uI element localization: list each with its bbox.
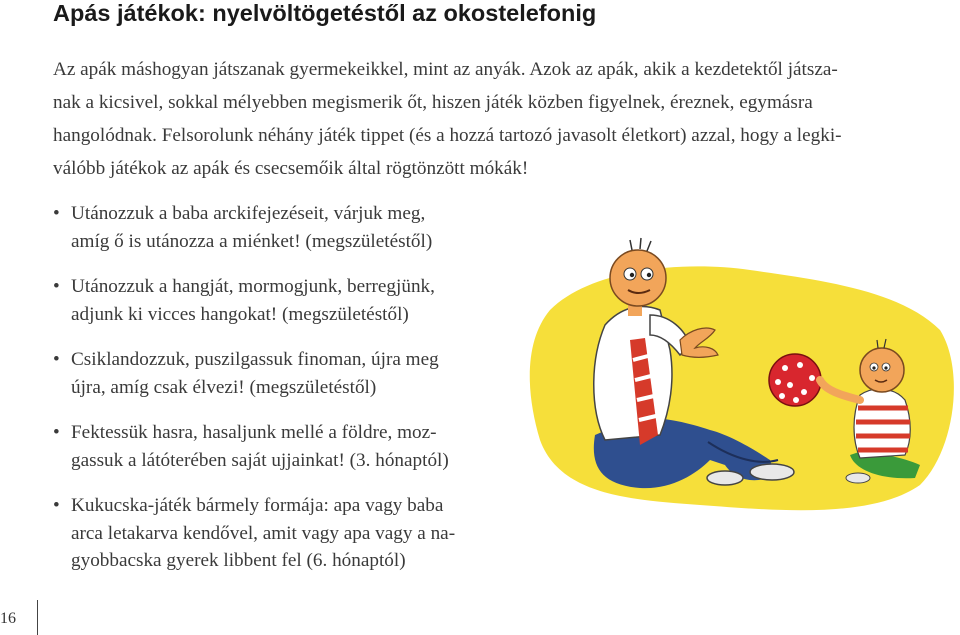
- intro-line: hangolódnak. Felsorolunk néhány játék tippet (és a hozzá tartozó javasolt életkort) azzal, hogy a legki-: [53, 125, 842, 146]
- list-item-line: Fektessük hasra, hasaljunk mellé a földre, moz-: [71, 422, 437, 443]
- page-number: 16: [0, 610, 16, 627]
- red-ball: [769, 354, 821, 406]
- intro-line: nak a kicsivel, sokkal mélyebben megismerik őt, hiszen játék közben figyelnek, éreznek, egymásra: [53, 92, 813, 113]
- list-item-line: Utánozzuk a baba arckifejezéseit, várjuk meg,: [71, 203, 426, 224]
- bullet: •: [53, 276, 60, 297]
- list-item: [53, 346, 513, 401]
- father-head: [610, 250, 666, 306]
- father-baby-ball-illustration: [520, 230, 960, 530]
- bullet: •: [53, 349, 60, 370]
- bullet: •: [53, 422, 60, 443]
- list-item-line: gyobbacska gyerek libbent fel (6. hónaptól): [71, 550, 406, 571]
- intro-paragraph: [53, 53, 956, 185]
- page-number-divider: [37, 600, 38, 635]
- list-item-line: arca letakarva kendővel, amit vagy apa vagy a na-: [71, 522, 456, 544]
- list-item-line: adjunk ki vicces hangokat! (megszületéstől): [71, 303, 409, 325]
- list-item-line: Kukucska-játék bármely formája: apa vagy baba: [71, 495, 444, 516]
- list-item-line: újra, amíg csak élvezi! (megszületéstől): [71, 376, 377, 398]
- intro-line: válóbb játékok az apák és csecsemőik által rögtönzött mókák!: [53, 158, 529, 179]
- bullet: •: [53, 203, 60, 224]
- list-item: [53, 273, 513, 328]
- list-item: [53, 200, 513, 255]
- list-item-line: amíg ő is utánozza a miénket! (megszületéstől): [71, 230, 433, 252]
- page-heading: Apás játékok: nyelvöltögetéstől az okostelefonig: [53, 0, 597, 26]
- list-item-line: gassuk a látóterében saját ujjainkat! (3. hónaptól): [71, 449, 449, 471]
- list-item-line: Csiklandozzuk, puszilgassuk finoman, újra meg: [71, 349, 439, 370]
- list-item: [53, 492, 513, 575]
- list-item: [53, 419, 513, 474]
- list-item-line: Utánozzuk a hangját, mormogjunk, berregjünk,: [71, 276, 435, 297]
- baby-head: [860, 348, 904, 392]
- game-tips-list: [53, 200, 513, 593]
- intro-line: Az apák máshogyan játszanak gyermekeikkel, mint az anyák. Azok az apák, akik a kezdetektől játsza-: [53, 59, 838, 80]
- bullet: •: [53, 495, 60, 516]
